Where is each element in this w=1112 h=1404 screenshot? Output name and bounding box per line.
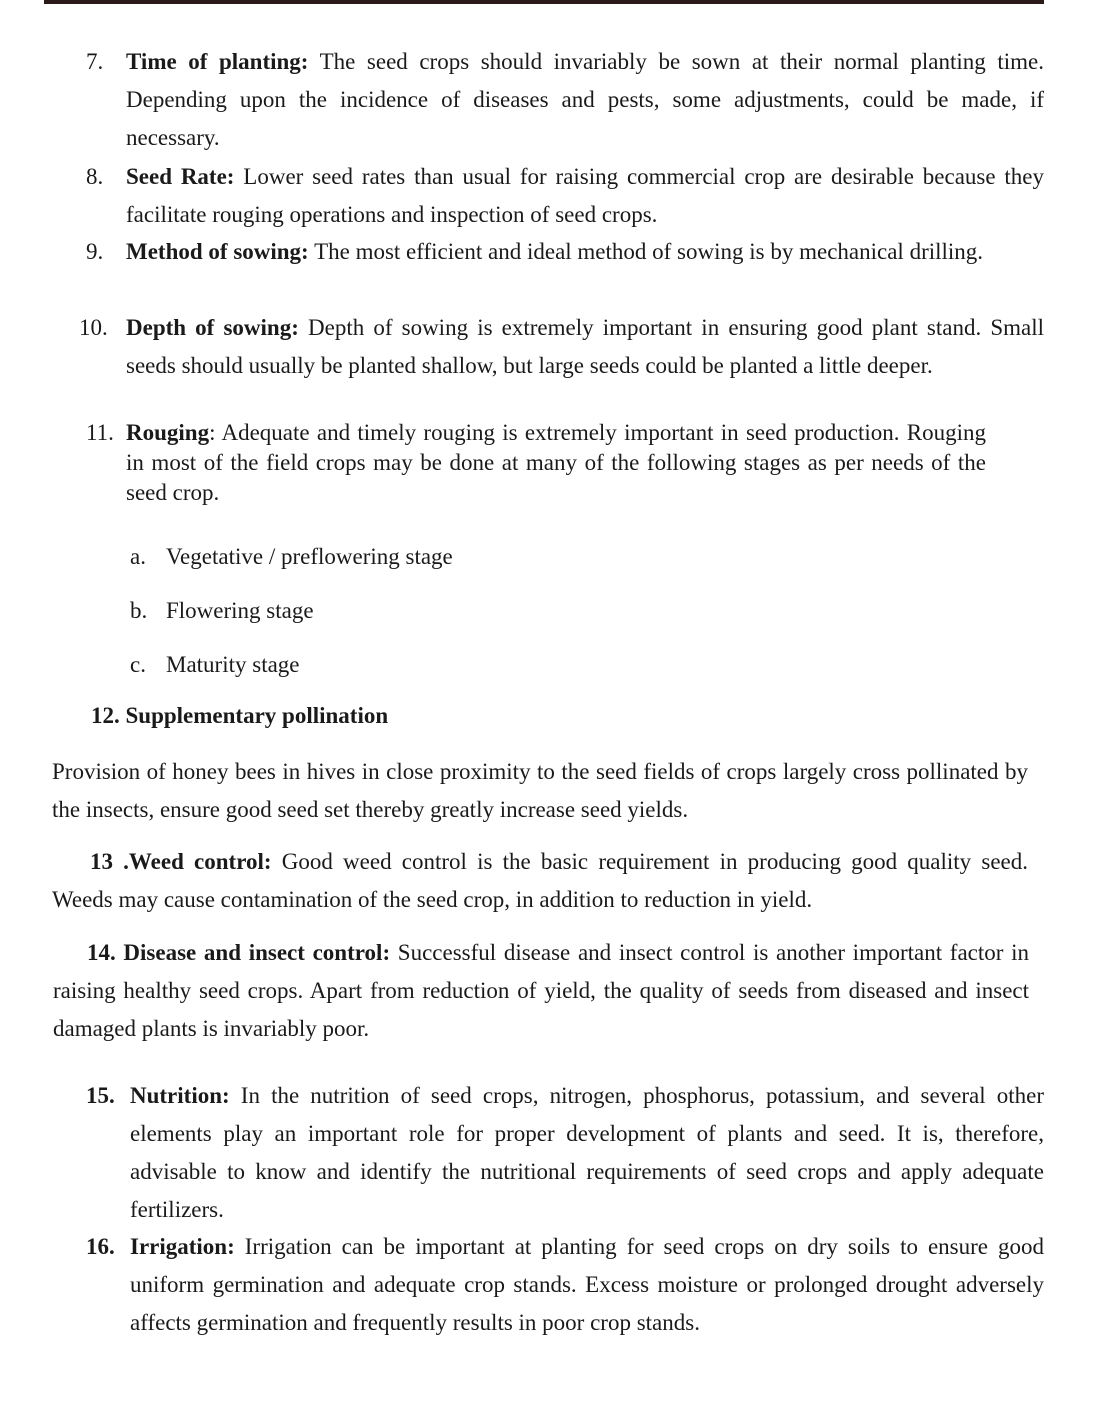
paragraph-12: Provision of honey bees in hives in close proximity to the seed fields of crops largely cross pollinated by the insects, ensure good seed set thereby greatly increase seed yields. bbox=[52, 759, 1028, 822]
item-body bbox=[126, 418, 986, 508]
item-body bbox=[126, 158, 1044, 234]
item-body bbox=[130, 1077, 1044, 1229]
item-number: 8. bbox=[86, 164, 104, 189]
item-text: The most efficient and ideal method of sowing is by mechanical drilling. bbox=[308, 239, 984, 264]
section-heading-12: 12. Supplementary pollination bbox=[91, 703, 389, 728]
stage-label: Flowering stage bbox=[166, 598, 314, 623]
item-text: In the nutrition of seed crops, nitrogen, phosphorus, potassium, and several other elements play an important role for proper development of plants and seed. It is, therefore, advisable to know and identify the nutritional requirements of seed crops and apply adequate fertilizers. bbox=[130, 1083, 1044, 1222]
list-item-7 bbox=[86, 43, 1044, 157]
paragraph-14 bbox=[53, 934, 1029, 1048]
stage-letter: b. bbox=[130, 598, 148, 623]
item-title: Rouging bbox=[126, 420, 210, 445]
paragraph-13 bbox=[52, 843, 1028, 919]
item-text: Good weed control is the basic requirement in producing good quality seed. Weeds may cause contamination of the seed crop, in addition to reduction in yield. bbox=[52, 849, 1028, 912]
item-text: Successful disease and insect control is another important factor in raising healthy seed crops. Apart from reduction of yield, the quality of seeds from diseased and insect damaged plants is invariably poor. bbox=[53, 940, 1029, 1041]
list-item-15 bbox=[86, 1077, 1044, 1229]
item-title: Depth of sowing: bbox=[126, 315, 299, 340]
stage-letter: a. bbox=[130, 544, 146, 569]
item-title: Method of sowing: bbox=[126, 239, 309, 264]
list-item-8 bbox=[86, 158, 1044, 234]
item-title: 13 .Weed control: bbox=[90, 849, 272, 874]
list-item-16 bbox=[86, 1228, 1044, 1342]
item-text: Depth of sowing is extremely important in ensuring good plant stand. Small seeds should usually be planted shallow, but large seeds could be planted a little deeper. bbox=[126, 315, 1044, 378]
item-text: Irrigation can be important at planting for seed crops on dry soils to ensure good uniform germination and adequate crop stands. Excess moisture or prolonged drought adversely affects germination and frequently results in poor crop stands. bbox=[130, 1234, 1044, 1335]
item-text: : Adequate and timely rouging is extremely important in seed production. Rouging in most of the field crops may be done at many of the following stages as per needs of the seed crop. bbox=[126, 420, 986, 505]
item-number: 11. bbox=[86, 420, 114, 445]
item-number: 16. bbox=[86, 1234, 115, 1259]
stage-letter: c. bbox=[130, 652, 146, 677]
item-title: 14. Disease and insect control: bbox=[87, 940, 391, 965]
stage-item bbox=[130, 652, 300, 678]
item-number: 9. bbox=[86, 239, 104, 264]
list-item-10 bbox=[79, 309, 1044, 385]
item-body bbox=[126, 233, 1044, 271]
item-number: 10. bbox=[79, 315, 108, 340]
list-item-11 bbox=[86, 418, 986, 508]
item-text: The seed crops should invariably be sown at their normal planting time. Depending upon the incidence of diseases and pests, some adjustments, could be made, if necessary. bbox=[126, 49, 1044, 150]
stage-label: Maturity stage bbox=[166, 652, 300, 677]
item-title: Irrigation: bbox=[130, 1234, 235, 1259]
item-text: Lower seed rates than usual for raising commercial crop are desirable because they facilitate rouging operations and inspection of seed crops. bbox=[126, 164, 1044, 227]
list-item-9 bbox=[86, 233, 1044, 271]
item-body bbox=[126, 309, 1044, 385]
stage-label: Vegetative / preflowering stage bbox=[166, 544, 453, 569]
item-number: 15. bbox=[86, 1083, 115, 1108]
item-title: Seed Rate: bbox=[126, 164, 235, 189]
item-body bbox=[126, 43, 1044, 157]
item-body bbox=[130, 1228, 1044, 1342]
item-title: Time of planting: bbox=[126, 49, 309, 74]
stage-item bbox=[130, 598, 314, 624]
item-title: Nutrition: bbox=[130, 1083, 230, 1108]
top-rule bbox=[44, 0, 1044, 4]
item-number: 7. bbox=[86, 49, 104, 74]
stage-item bbox=[130, 544, 453, 570]
